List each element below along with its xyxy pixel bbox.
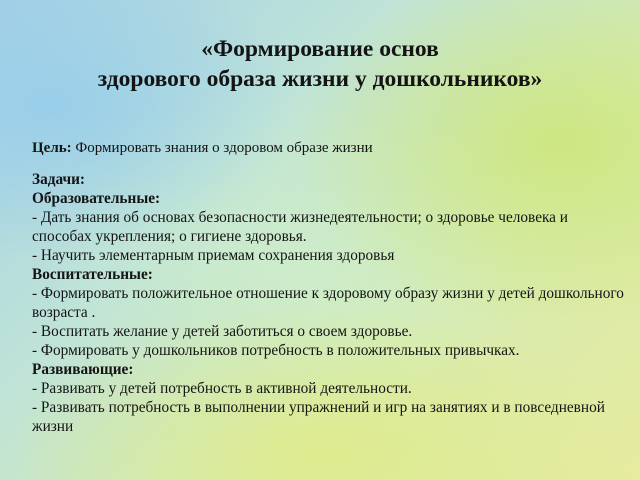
list-item: - Научить элементарным приемам сохранения здоровья bbox=[32, 247, 395, 264]
section-header-upbringing: Воспитательные: bbox=[32, 266, 153, 283]
section-header-educational: Образовательные: bbox=[32, 190, 161, 207]
list-item: - Развивать потребность в выполнении упражнений и игр на занятиях и в повседневной жизни bbox=[32, 399, 605, 435]
list-item: - Дать знания об основах безопасности жизнедеятельности; о здоровье человека и способах укрепления; о гигиене здоровья. bbox=[32, 209, 568, 245]
list-item: - Формировать положительное отношение к здоровому образу жизни у детей дошкольного возраста . bbox=[32, 285, 624, 321]
section-header-developing: Развивающие: bbox=[32, 361, 134, 378]
list-item: - Воспитать желание у детей заботиться о своем здоровье. bbox=[32, 323, 413, 340]
title-line-1: «Формирование основ bbox=[201, 36, 439, 62]
list-item: - Формировать у дошкольников потребность в положительных привычках. bbox=[32, 342, 520, 359]
goal-text: Формировать знания о здоровом образе жизни bbox=[71, 140, 373, 156]
list-item: - Развивать у детей потребность в активной деятельности. bbox=[32, 380, 412, 397]
title-line-2: здорового образа жизни у дошкольников» bbox=[97, 66, 543, 92]
tasks-block bbox=[32, 170, 627, 436]
goal-label: Цель: bbox=[32, 140, 72, 156]
slide-title bbox=[0, 34, 640, 94]
goal-line bbox=[32, 140, 373, 157]
tasks-header: Задачи: bbox=[32, 171, 86, 188]
